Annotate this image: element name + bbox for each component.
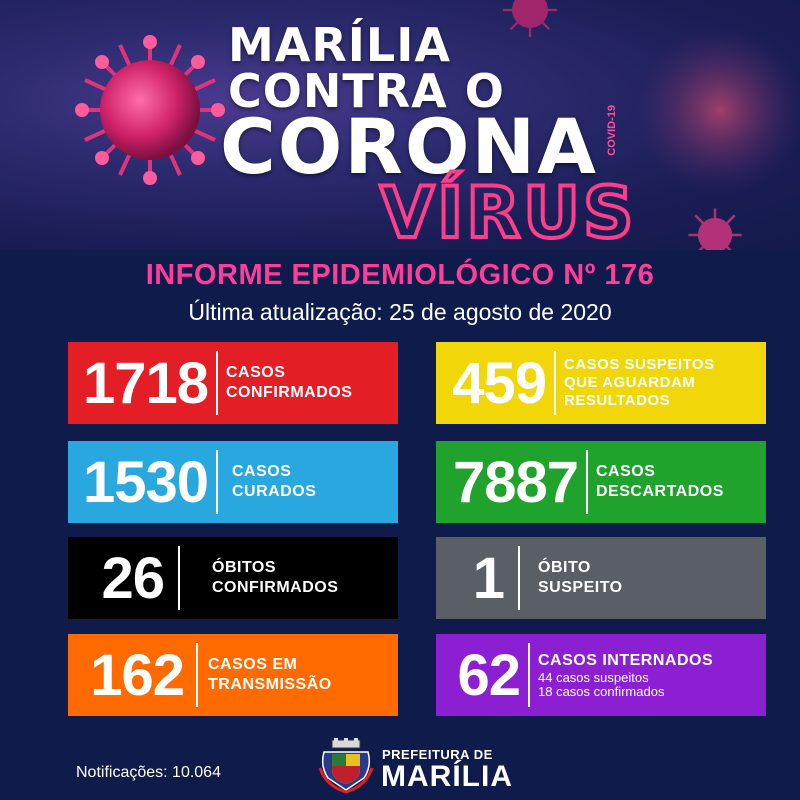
stat-label-line: CONFIRMADOS — [212, 579, 339, 596]
prefeitura-label: PREFEITURA DE — [382, 747, 493, 762]
stat-value: 459 — [452, 350, 546, 416]
stat-sub-line: 18 casos confirmados — [538, 684, 665, 699]
city-crest-icon — [318, 738, 374, 794]
stat-card-recovered — [68, 441, 398, 523]
stat-label — [232, 462, 316, 502]
stat-value: 62 — [457, 642, 520, 708]
stat-label — [538, 558, 623, 598]
divider — [518, 546, 520, 610]
stat-label-line: CASOS — [232, 463, 292, 480]
stat-label — [226, 363, 352, 403]
stat-label-line: CASOS EM — [208, 656, 298, 673]
stat-label-line: QUE AGUARDAM — [564, 374, 696, 391]
hero-banner — [0, 0, 800, 250]
notifications-count: Notificações: 10.064 — [76, 764, 221, 781]
stat-card-transmission — [68, 634, 398, 716]
divider — [528, 643, 530, 707]
stat-label-line: ÓBITO — [538, 559, 591, 576]
stat-value: 26 — [101, 545, 164, 611]
stat-label-line: CASOS — [596, 463, 656, 480]
stat-label-line: ÓBITOS — [212, 559, 277, 576]
stat-card-hospitalized — [436, 634, 766, 716]
banner-line-1: MARÍLIA — [228, 18, 451, 72]
banner-line-4: VÍRUS — [380, 172, 637, 250]
banner-line-3: CORONA — [220, 102, 598, 191]
stat-label — [208, 655, 332, 695]
stat-value: 1 — [472, 545, 504, 611]
banner-title-group — [0, 0, 800, 250]
divider — [554, 351, 556, 415]
stat-label — [564, 356, 715, 410]
stat-label-line: CASOS INTERNADOS — [538, 652, 714, 669]
stat-label — [212, 558, 338, 598]
stat-card-discarded — [436, 441, 766, 523]
stat-value: 7887 — [452, 449, 578, 515]
divider — [216, 351, 218, 415]
stat-card-suspected — [436, 342, 766, 424]
divider — [178, 546, 180, 610]
divider — [216, 450, 218, 514]
stat-card-deaths — [68, 537, 398, 619]
covid-tag: COVID-19 — [606, 105, 618, 156]
stat-sub-line: 44 casos suspeitos — [538, 670, 649, 685]
stat-card-confirmed — [68, 342, 398, 424]
stat-label-line: DESCARTADOS — [596, 483, 724, 500]
report-date: Última atualização: 25 de agosto de 2020 — [188, 299, 612, 325]
stat-value: 1718 — [82, 350, 208, 416]
stat-card-suspected-death — [436, 537, 766, 619]
stat-label-line: SUSPEITO — [538, 579, 623, 596]
city-name: MARÍLIA — [381, 760, 513, 793]
stat-label-line: CURADOS — [232, 483, 317, 500]
divider — [196, 643, 198, 707]
stat-label — [538, 651, 713, 699]
stat-value: 162 — [90, 642, 184, 708]
stat-label-line: CONFIRMADOS — [226, 384, 353, 401]
stat-label-line: RESULTADOS — [564, 392, 671, 409]
banner-line-2: CONTRA O — [228, 64, 505, 118]
stat-value: 1530 — [82, 449, 208, 515]
divider — [586, 450, 588, 514]
stat-label-line: TRANSMISSÃO — [208, 676, 332, 693]
report-title: INFORME EPIDEMIOLÓGICO Nº 176 — [145, 259, 655, 291]
stat-label-line: CASOS SUSPEITOS — [564, 356, 715, 373]
stat-label-line: CASOS — [226, 364, 286, 381]
stat-label — [596, 462, 724, 502]
